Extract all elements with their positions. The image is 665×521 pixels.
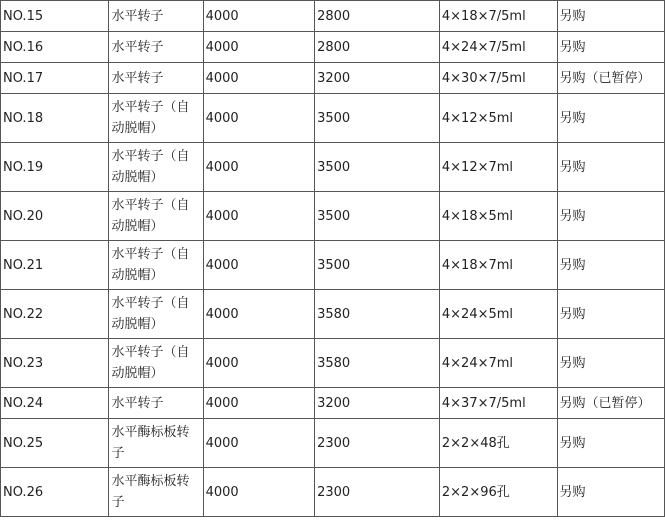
capacity-cell: 2×2×96孔 xyxy=(439,468,557,517)
rotor-type-cell: 水平酶标板转子 xyxy=(109,419,203,468)
max-speed-cell: 4000 xyxy=(203,63,315,94)
capacity-cell: 4×18×7ml xyxy=(439,241,557,290)
capacity-cell: 4×24×5ml xyxy=(439,290,557,339)
purchase-note-cell: 另购（已暂停） xyxy=(557,388,664,419)
centrifugal-force-cell: 3500 xyxy=(315,94,440,143)
purchase-note-cell: 另购 xyxy=(557,143,664,192)
capacity-cell: 4×18×5ml xyxy=(439,192,557,241)
capacity-cell: 4×24×7/5ml xyxy=(439,32,557,63)
rotor-type-cell: 水平转子 xyxy=(109,32,203,63)
capacity-cell: 4×12×7ml xyxy=(439,143,557,192)
rotor-number-cell: NO.24 xyxy=(1,388,109,419)
max-speed-cell: 4000 xyxy=(203,290,315,339)
rotor-table-body xyxy=(1,1,665,517)
centrifugal-force-cell: 3200 xyxy=(315,63,440,94)
max-speed-cell: 4000 xyxy=(203,339,315,388)
rotor-number-cell: NO.23 xyxy=(1,339,109,388)
capacity-cell: 4×37×7/5ml xyxy=(439,388,557,419)
max-speed-cell: 4000 xyxy=(203,143,315,192)
rotor-number-cell: NO.15 xyxy=(1,1,109,32)
purchase-note-cell: 另购（已暂停） xyxy=(557,63,664,94)
purchase-note-cell: 另购 xyxy=(557,419,664,468)
rotor-type-cell: 水平酶标板转子 xyxy=(109,468,203,517)
purchase-note-cell: 另购 xyxy=(557,290,664,339)
purchase-note-cell: 另购 xyxy=(557,468,664,517)
rotor-number-cell: NO.18 xyxy=(1,94,109,143)
rotor-number-cell: NO.20 xyxy=(1,192,109,241)
table-row xyxy=(1,94,665,143)
capacity-cell: 4×30×7/5ml xyxy=(439,63,557,94)
rotor-number-cell: NO.16 xyxy=(1,32,109,63)
purchase-note-cell: 另购 xyxy=(557,94,664,143)
table-row xyxy=(1,419,665,468)
capacity-cell: 4×12×5ml xyxy=(439,94,557,143)
rotor-type-cell: 水平转子（自动脱帽） xyxy=(109,94,203,143)
max-speed-cell: 4000 xyxy=(203,419,315,468)
centrifugal-force-cell: 3500 xyxy=(315,143,440,192)
max-speed-cell: 4000 xyxy=(203,241,315,290)
table-row xyxy=(1,241,665,290)
rotor-type-cell: 水平转子（自动脱帽） xyxy=(109,241,203,290)
purchase-note-cell: 另购 xyxy=(557,241,664,290)
rotor-type-cell: 水平转子（自动脱帽） xyxy=(109,339,203,388)
max-speed-cell: 4000 xyxy=(203,1,315,32)
centrifugal-force-cell: 3580 xyxy=(315,290,440,339)
table-row xyxy=(1,1,665,32)
purchase-note-cell: 另购 xyxy=(557,192,664,241)
rotor-number-cell: NO.25 xyxy=(1,419,109,468)
rotor-number-cell: NO.17 xyxy=(1,63,109,94)
rotor-type-cell: 水平转子（自动脱帽） xyxy=(109,143,203,192)
centrifugal-force-cell: 3200 xyxy=(315,388,440,419)
centrifugal-force-cell: 2300 xyxy=(315,419,440,468)
centrifugal-force-cell: 2800 xyxy=(315,32,440,63)
rotor-type-cell: 水平转子 xyxy=(109,388,203,419)
capacity-cell: 2×2×48孔 xyxy=(439,419,557,468)
max-speed-cell: 4000 xyxy=(203,32,315,63)
table-row xyxy=(1,388,665,419)
table-row xyxy=(1,143,665,192)
centrifugal-force-cell: 2800 xyxy=(315,1,440,32)
table-row xyxy=(1,63,665,94)
table-row xyxy=(1,468,665,517)
rotor-number-cell: NO.26 xyxy=(1,468,109,517)
centrifugal-force-cell: 3500 xyxy=(315,192,440,241)
rotor-number-cell: NO.19 xyxy=(1,143,109,192)
centrifugal-force-cell: 3500 xyxy=(315,241,440,290)
capacity-cell: 4×24×7ml xyxy=(439,339,557,388)
rotor-type-cell: 水平转子 xyxy=(109,1,203,32)
purchase-note-cell: 另购 xyxy=(557,339,664,388)
max-speed-cell: 4000 xyxy=(203,388,315,419)
capacity-cell: 4×18×7/5ml xyxy=(439,1,557,32)
max-speed-cell: 4000 xyxy=(203,94,315,143)
centrifugal-force-cell: 3580 xyxy=(315,339,440,388)
centrifugal-force-cell: 2300 xyxy=(315,468,440,517)
rotor-number-cell: NO.22 xyxy=(1,290,109,339)
table-row xyxy=(1,32,665,63)
purchase-note-cell: 另购 xyxy=(557,32,664,63)
table-row xyxy=(1,339,665,388)
rotor-type-cell: 水平转子 xyxy=(109,63,203,94)
rotor-type-cell: 水平转子（自动脱帽） xyxy=(109,192,203,241)
rotor-type-cell: 水平转子（自动脱帽） xyxy=(109,290,203,339)
purchase-note-cell: 另购 xyxy=(557,1,664,32)
table-row xyxy=(1,192,665,241)
max-speed-cell: 4000 xyxy=(203,468,315,517)
max-speed-cell: 4000 xyxy=(203,192,315,241)
rotor-number-cell: NO.21 xyxy=(1,241,109,290)
table-row xyxy=(1,290,665,339)
